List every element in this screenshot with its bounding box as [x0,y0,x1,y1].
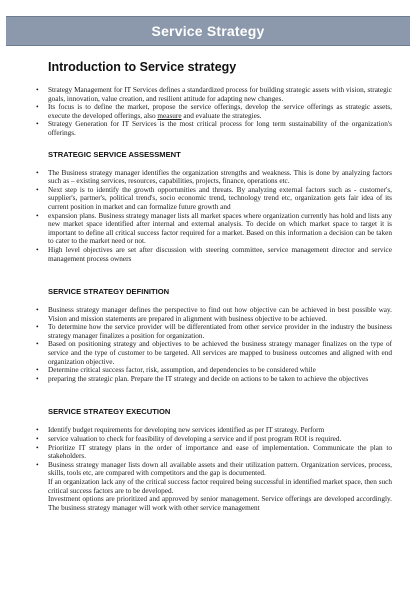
document-content [36,60,392,512]
list-item: • preparing the strategic plan. Prepare the IT strategy and decide on actions to be taken to achieve the objectives [48,375,392,384]
banner-title: Service Strategy [151,23,265,39]
list-item: • Business strategy manager defines the perspective to find out how objective can be achieved in best possible way. Vision and mission statements are prepared in alignment with business objective to be achieved. [48,306,392,323]
list-item: • service valuation to check for feasibility of developing a service and if post program ROI is required. [48,435,392,444]
execution-list [36,426,392,512]
section-heading-definition: SERVICE STRATEGY DEFINITION [48,287,170,297]
list-item-text: and evaluate the strategies. [181,111,262,120]
list-item: • Strategy Management for IT Services defines a standardized process for building strategic assets with vision, strategic goals, innovation, value creation, and resilient attitude for adapting new changes. [48,86,392,103]
list-item: Investment options are prioritized and approved by senior management. Service offerings are developed accordingly. The business strategy manager will work with other service management [48,495,392,512]
list-item: • The Business strategy manager identifies the organization strengths and weakness. This is done by analyzing factors such as – existing services, resources, capabilities, projects, finance, operations etc. [48,169,392,186]
list-item: • Determine critical success factor, risk, assumption, and dependencies to be considered while [48,366,392,375]
section-heading-assessment: STRATEGIC SERVICE ASSESSMENT [48,149,181,159]
intro-list [36,86,392,138]
list-item: • Prioritize IT strategy plans in the order of importance and ease of implementation. Communicate the plan to stakeholders. [48,444,392,461]
title-banner [6,16,410,46]
list-item: • To determine how the service provider will be differentiated from other service provider in the industry the business strategy manager finalizes a position for organization. [48,323,392,340]
list-item: • Identify budget requirements for developing new services identified as per IT strategy. Perform [48,426,392,435]
list-item: • High level objectives are set after discussion with steering committee, service management director and service management process owners [48,246,392,263]
list-item: • expansion plans. Business strategy manager lists all market spaces where organization currently has hold and lists any new market space identified after internal and external analysis. To decide on which market space to target it is important to define all critical success factor required for a market. Based on this information a decision can be taken to cater to the market need or not. [48,212,392,246]
list-item: If an organization lack any of the critical success factor required being successful in identified market space, then such critical success factors are to be developed. [48,478,392,495]
list-item: • Strategy Generation for IT Services is the most critical process for long term sustainability of the organization's offerings. [48,120,392,137]
list-item: • Based on positioning strategy and objectives to be achieved the business strategy manager finalizes on the type of service and the type of customer to be targeted. All services are mapped to business outcomes and aligned with end organization objective. [48,340,392,366]
assessment-list [36,169,392,264]
measure-link[interactable]: measure [157,111,182,120]
definition-list [36,306,392,383]
list-item: • Next step is to identify the growth opportunities and threats. By analyzing external factors such as - customer's, supplier's, partner's, political trend's, socio economic trend, technology trend etc, organization gets fair idea of its current position in market and can formalize future growth and [48,186,392,212]
list-item: • Business strategy manager lists down all available assets and their utilization pattern. Organization services, process, skills, tools etc, are compared with competitors and the gap is documented. [48,461,392,478]
list-item-text: Its focus is to define the market, propose the service offerings, develop the service offerings as strategic assets, execute the developed offerings, also [48,103,392,120]
intro-heading: Introduction to Service strategy [48,60,237,74]
section-heading-execution: SERVICE STRATEGY EXECUTION [48,407,171,417]
list-item [48,103,392,120]
